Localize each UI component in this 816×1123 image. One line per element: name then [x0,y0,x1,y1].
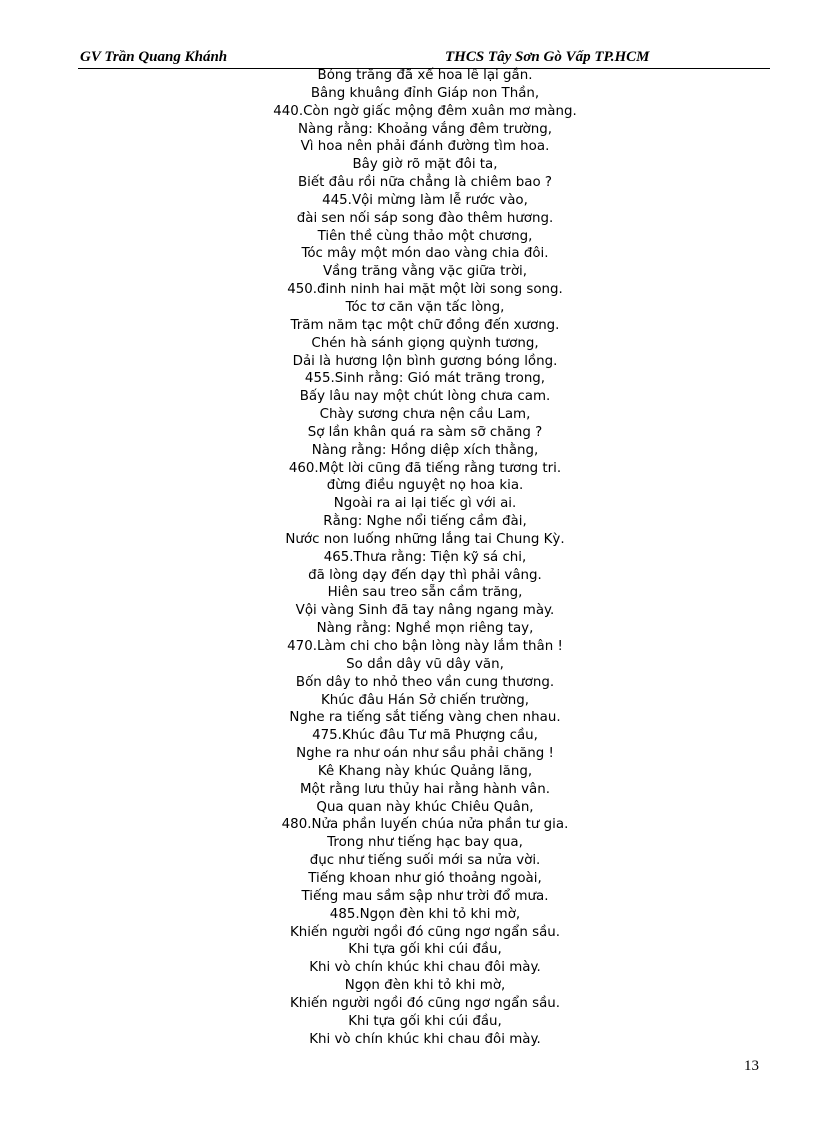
poem-line: Khi tựa gối khi cúi đầu, [348,1013,502,1029]
poem-line: Bấy lâu nay một chút lòng chưa cam. [299,389,551,405]
poem-line: 475.Khúc đâu Tư mã Phượng cầu, [312,728,538,744]
poem-line: đừng điều nguyệt nọ hoa kia. [326,478,524,494]
poem-line: 450.đinh ninh hai mặt một lời song song. [287,282,563,298]
poem-line: Tóc mây một món dao vàng chia đôi. [301,246,549,262]
poem-line: Trong như tiếng hạc bay qua, [327,835,523,851]
page-number: 13 [744,1058,759,1074]
poem-line: Rằng: Nghe nổi tiếng cầm đài, [323,514,527,530]
poem-line: đài sen nối sáp song đào thêm hương. [296,210,554,226]
poem-line: Khi tựa gối khi cúi đầu, [348,942,502,958]
poem-line: Sợ lần khân quá ra sàm sỡ chăng ? [307,424,543,440]
poem-line: Ngoài ra ai lại tiếc gì với ai. [333,496,517,512]
poem-line: Bốn dây to nhỏ theo vần cung thương. [295,674,555,690]
poem-line: Khiến người ngồi đó cũng ngơ ngẩn sầu. [289,995,561,1011]
poem-line: Khúc đâu Hán Sở chiến trường, [320,692,530,708]
poem-line: đã lòng dạy đến dạy thì phải vâng. [308,567,542,583]
poem-line: Kê Khang này khúc Quảng lăng, [317,763,533,779]
poem-line: Vì hoa nên phải đánh đường tìm hoa. [300,139,550,155]
header-author: GV Trần Quang Khánh [80,49,228,65]
poem-line: Nàng rằng: Nghề mọn riêng tay, [316,621,534,637]
poem-line: 480.Nửa phần luyến chúa nửa phần tư gia. [281,817,569,833]
poem-line: Trăm năm tạc một chữ đồng đến xương. [290,317,560,333]
poem-line: Biết đâu rồi nữa chẳng là chiêm bao ? [297,175,553,191]
poem-line: Khi vò chín khúc khi chau đôi mày. [309,960,541,976]
poem-line: Nghe ra như oán như sầu phải chăng ! [296,746,554,762]
poem-line: 465.Thưa rằng: Tiện kỹ sá chi, [323,549,527,565]
poem-line: 485.Ngọn đèn khi tỏ khi mờ, [329,906,521,922]
poem-line: đục như tiếng suối mới sa nửa vời. [309,853,541,869]
poem-line: Tóc tơ căn vặn tấc lòng, [345,299,505,315]
poem-line: Chén hà sánh giọng quỳnh tương, [311,335,539,351]
poem-line: Qua quan này khúc Chiêu Quân, [316,799,534,815]
poem-line: Tiếng khoan như gió thoảng ngoài, [308,870,542,886]
poem-line: Hiên sau treo sẵn cầm trăng, [327,585,523,601]
poem-text [120,67,730,1048]
poem-line: Bóng trăng đã xế hoa lê lại gần. [317,68,533,83]
poem-line: Vội vàng Sinh đã tay nâng ngang mày. [295,603,555,619]
poem-line: Dải là hương lộn bình gương bóng lồng. [292,353,558,369]
poem-line: 440.Còn ngờ giấc mộng đêm xuân mơ màng. [273,103,577,119]
poem-line: Ngọn đèn khi tỏ khi mờ, [344,978,506,994]
header-school: THCS Tây Sơn Gò Vấp TP.HCM [445,49,650,65]
poem-line: Nàng rằng: Hồng diệp xích thằng, [311,442,539,458]
poem-line: 445.Vội mừng làm lễ rước vào, [322,192,528,208]
poem-line: Khiến người ngồi đó cũng ngơ ngẩn sầu. [289,924,561,940]
poem-line: Tiên thề cùng thảo một chương, [317,228,533,244]
poem-line: Bây giờ rõ mặt đôi ta, [352,157,498,173]
poem-line: 455.Sinh rằng: Gió mát trăng trong, [304,371,546,387]
poem-line: Khi vò chín khúc khi chau đôi mày. [309,1031,541,1047]
poem-line: Bâng khuâng đỉnh Giáp non Thần, [310,85,540,101]
poem-line: 470.Làm chi cho bận lòng này lắm thân ! [287,639,563,654]
poem-line: Nước non luống những lắng tai Chung Kỳ. [285,531,565,547]
page-header [78,48,770,69]
poem-line: So dần dây vũ dây văn, [346,656,504,672]
poem-line: Tiếng mau sầm sập như trời đổ mưa. [301,888,549,904]
poem-line: Nàng rằng: Khoảng vắng đêm trường, [298,121,552,137]
poem-line: Một rằng lưu thủy hai rằng hành vân. [300,781,550,797]
poem-line: 460.Một lời cũng đã tiếng rằng tương tri. [288,460,562,476]
poem-line: Nghe ra tiếng sắt tiếng vàng chen nhau. [289,710,561,726]
poem-line: Chày sương chưa nện cầu Lam, [319,407,531,423]
poem-line: Vầng trăng vằng vặc giữa trời, [322,264,528,280]
